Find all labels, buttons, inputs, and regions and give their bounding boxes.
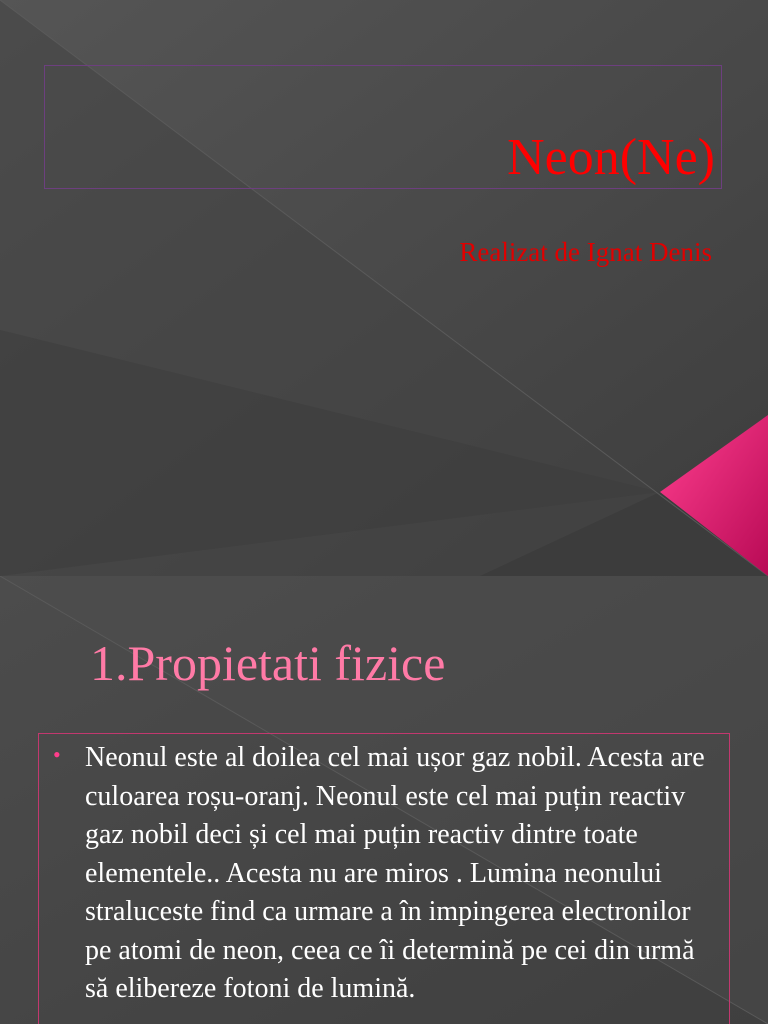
bullet-content-box xyxy=(38,733,730,1024)
bullet-text: Neonul este al doilea cel mai ușor gaz nobil. Acesta are culoarea roșu-oranj. Neonul este cel mai puțin reactiv gaz nobil deci și cel mai puțin reactiv dintre toate elementele.. Acesta nu are miros . Lumina neonului straluceste find ca urmare a în impingerea electronilor pe atomi de neon, ceea ce îi determină pe cei din urmă să elibereze fotoni de lumină. xyxy=(85,742,705,1004)
slide-title-text: Neon(Ne) xyxy=(507,129,715,186)
title-placeholder xyxy=(44,65,722,189)
bullet-icon: • xyxy=(53,742,61,767)
slide-content xyxy=(0,576,768,1024)
section-heading: 1.Propietati fizice xyxy=(90,635,446,691)
slide-subtitle: Realizat de Ignat Denis xyxy=(459,237,712,267)
